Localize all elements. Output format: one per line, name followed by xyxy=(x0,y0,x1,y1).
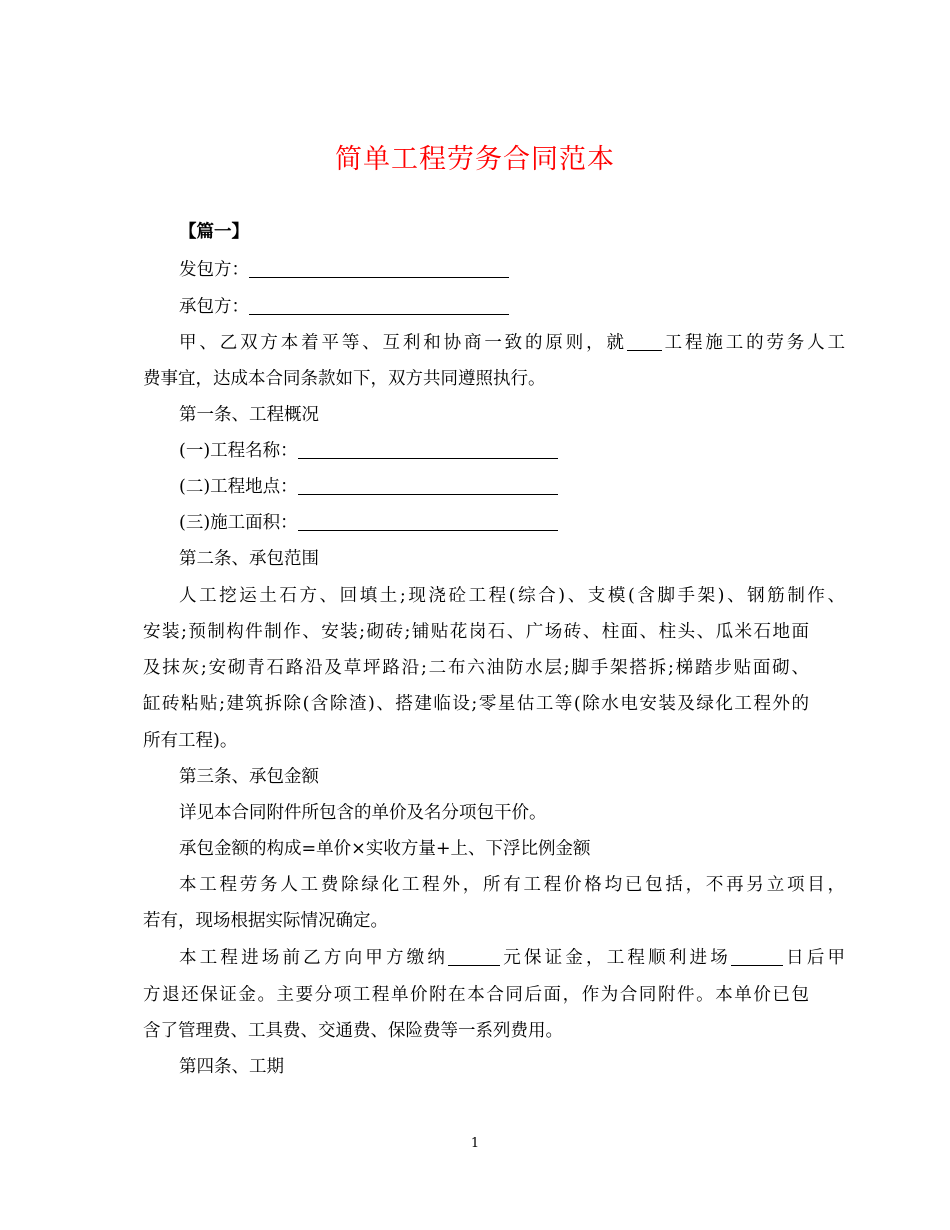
article4-heading: 第四条、工期 xyxy=(179,1057,284,1077)
document-title: 简单工程劳务合同范本 xyxy=(335,144,615,175)
deposit-text-a: 本工程进场前乙方向甲方缴纳 xyxy=(179,948,449,968)
contractor-label: 承包方： xyxy=(179,297,249,317)
project-name-label: (一)工程名称： xyxy=(179,441,298,461)
scope-line-2: 安装;预制构件制作、安装;砌砖;铺贴花岗石、广场砖、柱面、柱头、瓜米石地面 xyxy=(143,622,809,642)
article1-heading: 第一条、工程概况 xyxy=(179,405,319,425)
intro-line-2: 费事宜，达成本合同条款如下，双方共同遵照执行。 xyxy=(143,369,546,389)
deposit-amount-blank xyxy=(448,947,500,966)
project-location-line xyxy=(143,475,845,499)
deposit-days-blank xyxy=(731,947,783,966)
construction-area-label: (三)施工面积： xyxy=(179,513,298,533)
amount-para-3-line-1: 本工程劳务人工费除绿化工程外，所有工程价格均已包括，不再另立项目， xyxy=(179,875,845,895)
intro-text-b: 工程施工的劳务人工 xyxy=(661,333,846,353)
deposit-line-2: 方退还保证金。主要分项工程单价附在本合同后面，作为合同附件。本单价已包 xyxy=(143,985,809,1005)
employer-blank xyxy=(249,259,509,278)
project-name-field-blank xyxy=(298,440,558,459)
amount-para-1: 详见本合同附件所包含的单价及名分项包干价。 xyxy=(179,803,547,823)
deposit-text-b: 元保证金，工程顺利进场 xyxy=(500,948,731,968)
intro-line-1 xyxy=(143,331,845,355)
article3-heading: 第三条、承包金额 xyxy=(179,767,319,787)
deposit-text-c: 日后甲 xyxy=(782,948,846,968)
article2-heading: 第二条、承包范围 xyxy=(179,549,319,569)
amount-para-2: 承包金额的构成=单价×实收方量+上、下浮比例金额 xyxy=(179,839,591,859)
employer-line xyxy=(143,258,845,282)
deposit-line-1 xyxy=(143,946,845,970)
project-name-line xyxy=(143,439,845,463)
project-location-blank xyxy=(298,476,558,495)
scope-line-5: 所有工程)。 xyxy=(143,731,238,751)
project-location-label: (二)工程地点： xyxy=(179,477,298,497)
contractor-blank xyxy=(249,296,509,315)
contractor-line xyxy=(143,295,845,319)
page-number: 1 xyxy=(470,1136,480,1151)
section-heading: 【篇一】 xyxy=(179,222,249,242)
construction-area-line xyxy=(143,511,845,535)
intro-text-a: 甲、乙双方本着平等、互利和协商一致的原则，就 xyxy=(179,333,627,353)
scope-line-4: 缸砖粘贴;建筑拆除(含除渣)、搭建临设;零星估工等(除水电安装及绿化工程外的 xyxy=(143,694,809,714)
amount-para-3-line-2: 若有，现场根据实际情况确定。 xyxy=(143,911,388,931)
project-name-blank xyxy=(627,332,662,351)
scope-line-3: 及抹灰;安砌青石路沿及草坪路沿;二布六油防水层;脚手架搭拆;梯踏步贴面砌、 xyxy=(143,658,809,678)
construction-area-blank xyxy=(298,512,558,531)
deposit-line-3: 含了管理费、工具费、交通费、保险费等一系列费用。 xyxy=(143,1021,563,1041)
scope-line-1: 人工挖运土石方、回填土;现浇砼工程(综合)、支模(含脚手架)、钢筋制作、 xyxy=(179,586,845,606)
employer-label: 发包方： xyxy=(179,260,249,280)
